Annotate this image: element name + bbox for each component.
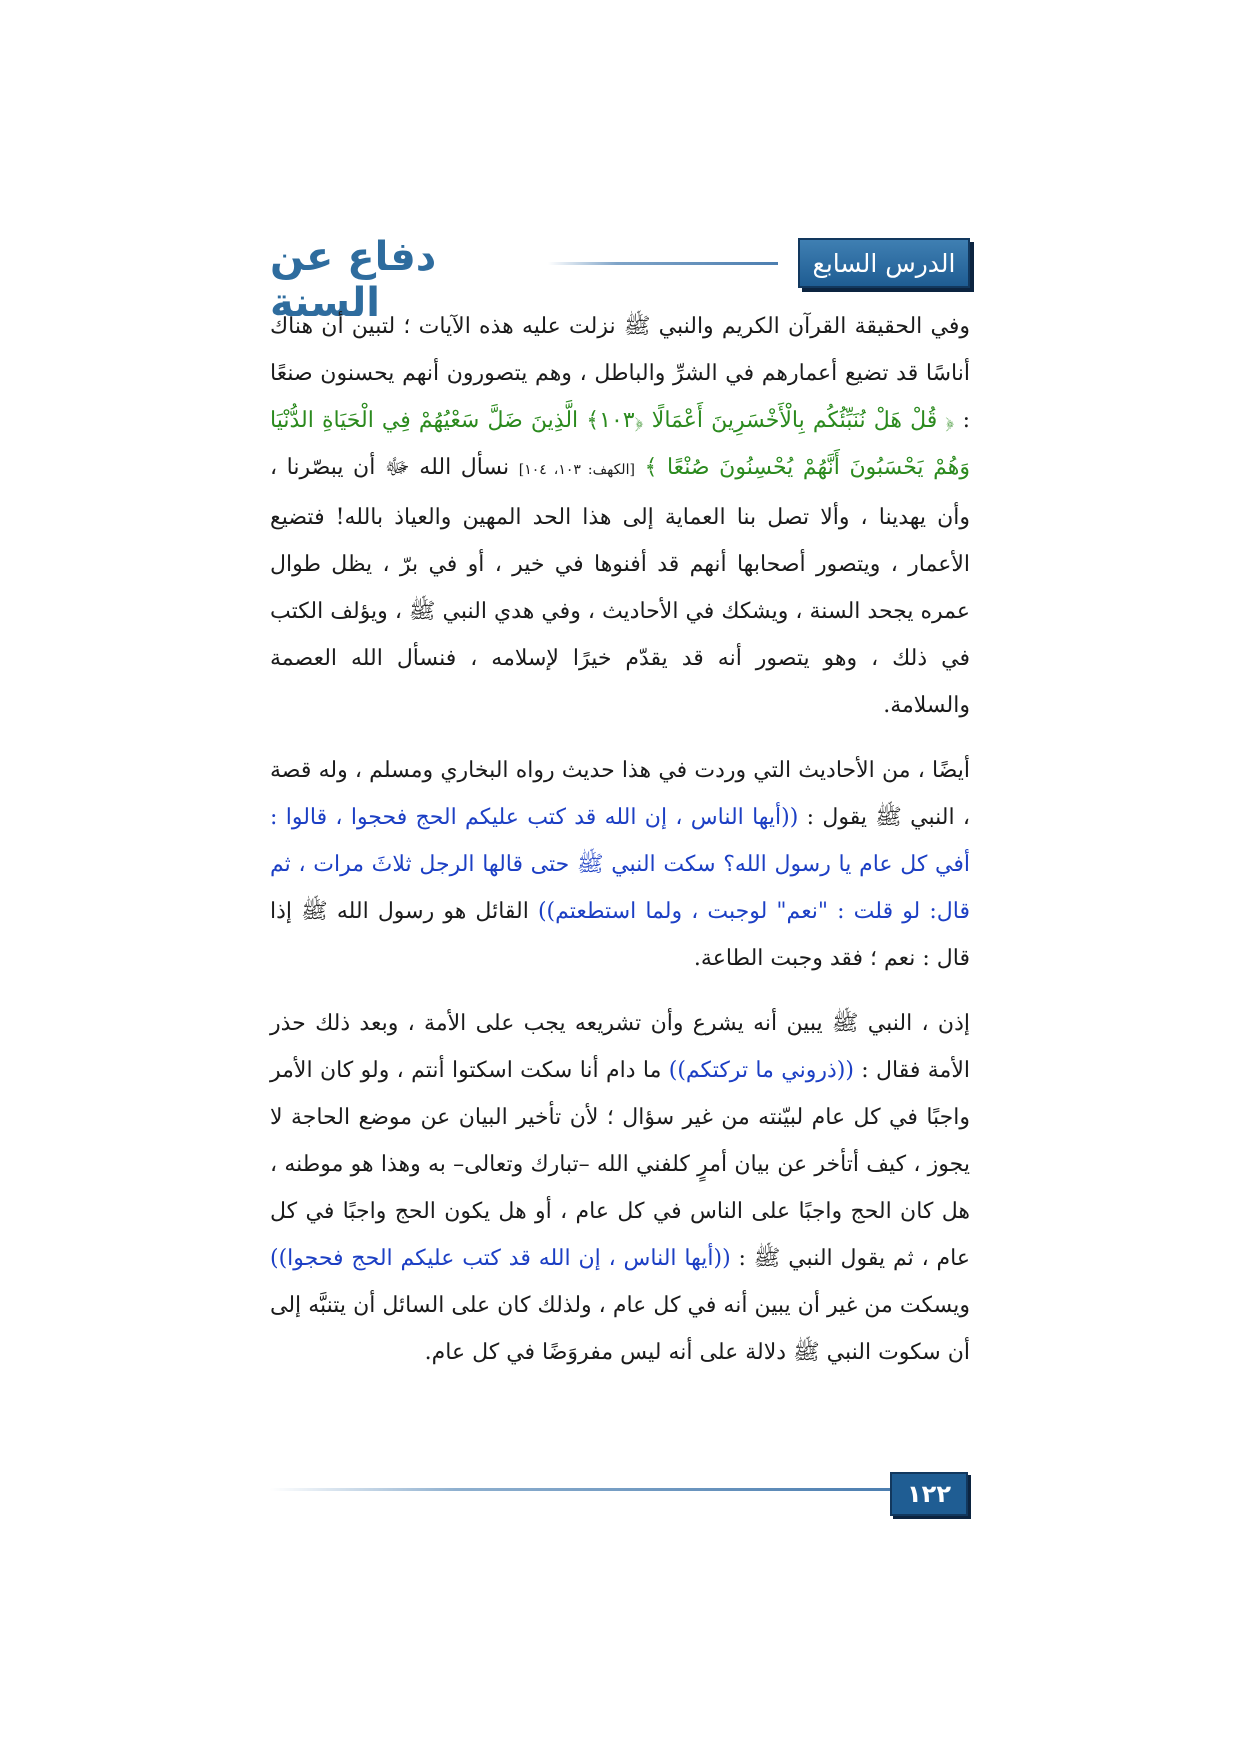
book-title: دفاع عن السنة [270, 234, 437, 326]
paragraph-1-text-b: نسأل الله ﷻ أن يبصّرنا ، وأن يهدينا ، وألا تصل بنا العماية إلى هذا الحد المهين والعياذ بالله! فتضيع الأعمار ، ويتصور أصحابها أنهم قد أفنوها في خير ، أو في برّ ، يظل طوال عمره يجحد السنة ، ويشكك في الأحاديث ، وفي هدي النبي ﷺ ، ويؤلف الكتب في ذلك ، وهو يتصور أنه قد يقدّم خيرًا لإسلامه ، فنسأل الله العصمة والسلامة. [270, 455, 970, 718]
paragraph-3-text-b: ما دام أنا سكت اسكتوا أنتم ، ولو كان الأمر واجبًا في كل عام لبيّنته من غير سؤال ؛ لأن تأخير البيان عن موضع الحاجة لا يجوز ، كيف أتأخر عن بيان أمرٍ كلفني الله –تبارك وتعالى– به وهذا هو موطنه ، هل كان الحج واجبًا على الناس في كل عام ، أو هل يكون الحج واجبًا في كل عام ، ثم يقول النبي ﷺ : [270, 1058, 971, 1271]
page-header [270, 234, 970, 326]
paragraph-2-text-a: أيضًا ، من الأحاديث التي وردت في هذا حديث رواه البخاري ومسلم ، وله قصة ، النبي ﷺ يقول : [270, 758, 970, 830]
paragraph-2-text-b: القائل هو رسول الله ﷺ إذا قال : نعم ؛ فقد وجبت الطاعة. [270, 899, 970, 971]
footer-divider [270, 1488, 890, 1491]
paragraph-3-text-c: ويسكت من غير أن يبين أنه في كل عام ، ولذلك كان على السائل أن يتنبَّه إلى أن سكوت النبي ﷺ دلالة على أنه ليس مفروَضًا في كل عام. [270, 1293, 970, 1365]
page-content [270, 303, 970, 1394]
hadith-quote: ((ذروني ما تركتكم)) [668, 1058, 854, 1083]
paragraph-3-text-a: إذن ، النبي ﷺ يبين أنه يشرع وأن تشريعه يجب على الأمة ، وبعد ذلك حذر الأمة فقال : [270, 1011, 970, 1083]
verse-reference: [الكهف: ١٠٣، ١٠٤] [518, 462, 635, 478]
hadith-quote: ((أيها الناس ، إن الله قد كتب عليكم الحج فحجوا)) [270, 1246, 731, 1271]
paragraph-1 [270, 303, 970, 729]
lesson-badge: الدرس السابع [798, 238, 970, 288]
header-divider [548, 262, 778, 265]
hadith-quote: ((أيها الناس ، إن الله قد كتب عليكم الحج فحجوا ، قالوا : أفي كل عام يا رسول الله؟ سكت النبي ﷺ حتى قالها الرجل ثلاثَ مرات ، ثم قال: لو قلت : "نعم" لوجبت ، ولما استطعتم)) [270, 805, 970, 924]
paragraph-2 [270, 747, 970, 982]
quran-verse: ﴿ قُلْ هَلْ نُنَبِّئُكُم بِالْأَخْسَرِينَ أَعْمَالًا ﴿١٠٣﴾ الَّذِينَ ضَلَّ سَعْيُهُمْ فِي الْحَيَاةِ الدُّنْيَا وَهُمْ يَحْسَبُونَ أَنَّهُمْ يُحْسِنُونَ صُنْعًا ﴾ [270, 408, 970, 480]
page-number: ١٢٢ [890, 1472, 968, 1516]
paragraph-3 [270, 1000, 970, 1376]
paragraph-1-text-a: وفي الحقيقة القرآن الكريم والنبي ﷺ نزلت عليه هذه الآيات ؛ لتبين أن هناك أناسًا قد تضيع أعمارهم في الشرِّ والباطل ، وهم يتصورون أنهم يحسنون صنعًا : [270, 314, 970, 433]
